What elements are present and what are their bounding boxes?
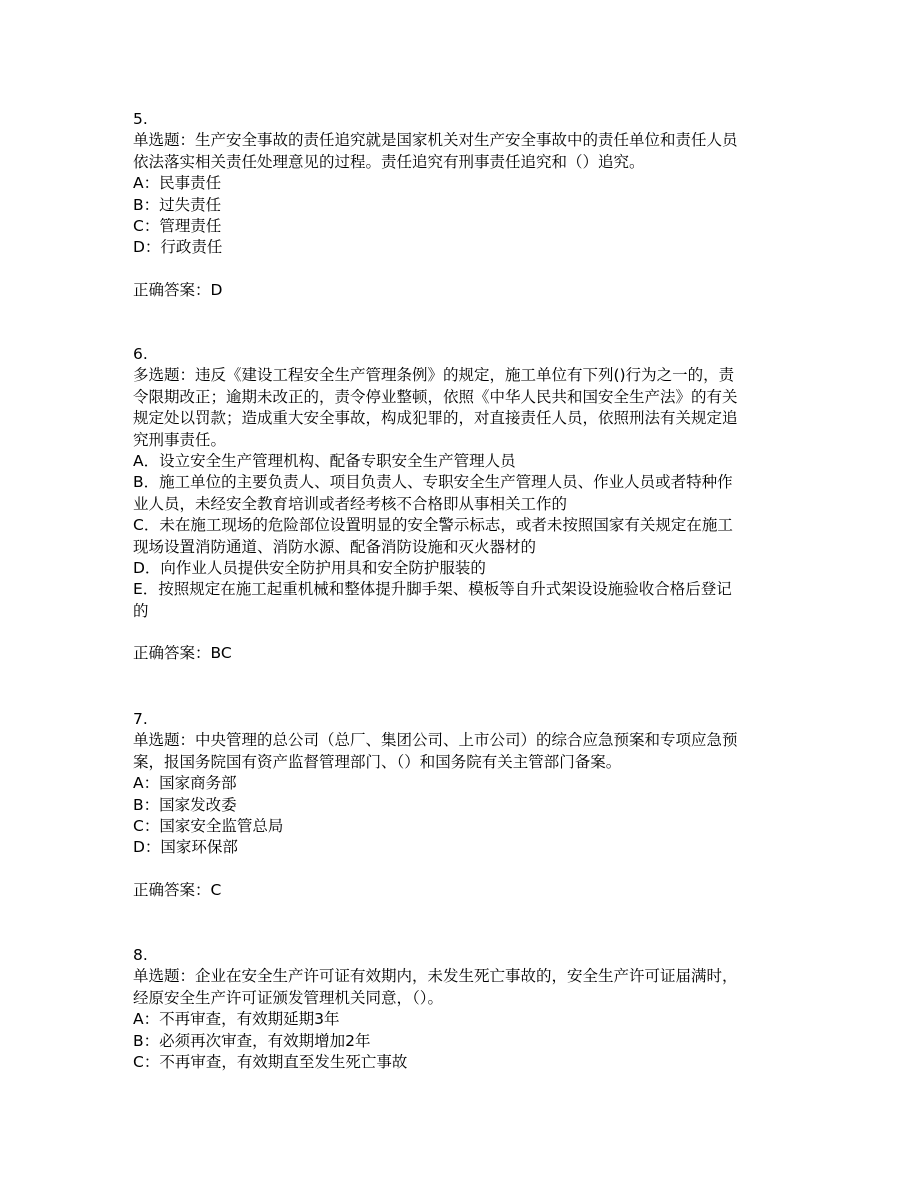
option-d: D：国家环保部 xyxy=(133,838,238,857)
option-e: E．按照规定在施工起重机械和整体提升脚手架、模板等自升式架设设施验收合格后登记 xyxy=(133,580,732,599)
question-stem-line: 单选题：生产安全事故的责任追究就是国家机关对生产安全事故中的责任单位和责任人员 xyxy=(133,131,738,150)
correct-answer: 正确答案：D xyxy=(133,281,223,300)
question-number: 7. xyxy=(133,710,148,728)
question-8 xyxy=(133,945,793,1073)
question-number: 5. xyxy=(133,110,148,128)
correct-answer: 正确答案：C xyxy=(133,881,222,900)
option-b-cont: 业人员，未经安全教育培训或者经考核不合格即从事相关工作的 xyxy=(133,494,568,513)
option-d: D：行政责任 xyxy=(133,238,223,257)
option-b: B：国家发改委 xyxy=(133,795,237,814)
option-d: D．向作业人员提供安全防护用具和安全防护服装的 xyxy=(133,558,486,577)
option-c: C：管理责任 xyxy=(133,216,222,235)
option-c: C．未在施工现场的危险部位设置明显的安全警示标志，或者未按照国家有关规定在施工 xyxy=(133,516,733,535)
question-stem-line: 依法落实相关责任处理意见的过程。责任追究有刑事责任追究和（）追究。 xyxy=(133,152,645,171)
option-c: C：不再审查，有效期直至发生死亡事故 xyxy=(133,1052,408,1071)
question-stem-line: 规定处以罚款；造成重大安全事故，构成犯罪的，对直接责任人员，依照刑法有关规定追 xyxy=(133,409,738,428)
option-c-cont: 现场设置消防通道、消防水源、配备消防设施和灭火器材的 xyxy=(133,537,537,556)
question-stem-line: 经原安全生产许可证颁发管理机关同意，（）。 xyxy=(133,988,444,1007)
option-b: B：必须再次审查，有效期增加2年 xyxy=(133,1031,371,1050)
option-a: A．设立安全生产管理机构、配备专职安全生产管理人员 xyxy=(133,451,516,470)
option-e-cont: 的 xyxy=(133,601,149,620)
question-number: 6. xyxy=(133,345,148,363)
question-stem-line: 单选题：企业在安全生产许可证有效期内，未发生死亡事故的，安全生产许可证届满时， xyxy=(133,967,738,986)
question-stem-line: 案，报国务院国有资产监督管理部门、（）和国务院有关主管部门备案。 xyxy=(133,752,622,771)
option-c: C：国家安全监管总局 xyxy=(133,816,284,835)
question-5 xyxy=(133,109,793,302)
correct-answer: 正确答案：BC xyxy=(133,644,232,663)
question-stem-line: 令限期改正；逾期未改正的，责令停业整顿，依照《中华人民共和国安全生产法》的有关 xyxy=(133,387,738,406)
question-stem-line: 单选题：中央管理的总公司（总厂、集团公司、上市公司）的综合应急预案和专项应急预 xyxy=(133,731,738,750)
question-7 xyxy=(133,709,793,902)
option-a: A：民事责任 xyxy=(133,174,222,193)
option-b: B．施工单位的主要负责人、项目负责人、专职安全生产管理人员、作业人员或者特种作 xyxy=(133,473,733,492)
option-a: A：不再审查，有效期延期3年 xyxy=(133,1010,340,1029)
question-stem-line: 究刑事责任。 xyxy=(133,430,227,449)
question-number: 8. xyxy=(133,946,148,964)
question-6 xyxy=(133,344,793,665)
question-stem-line: 多选题：违反《建设工程安全生产管理条例》的规定，施工单位有下列()行为之一的，责 xyxy=(133,366,735,385)
option-a: A：国家商务部 xyxy=(133,774,237,793)
option-b: B：过失责任 xyxy=(133,195,222,214)
